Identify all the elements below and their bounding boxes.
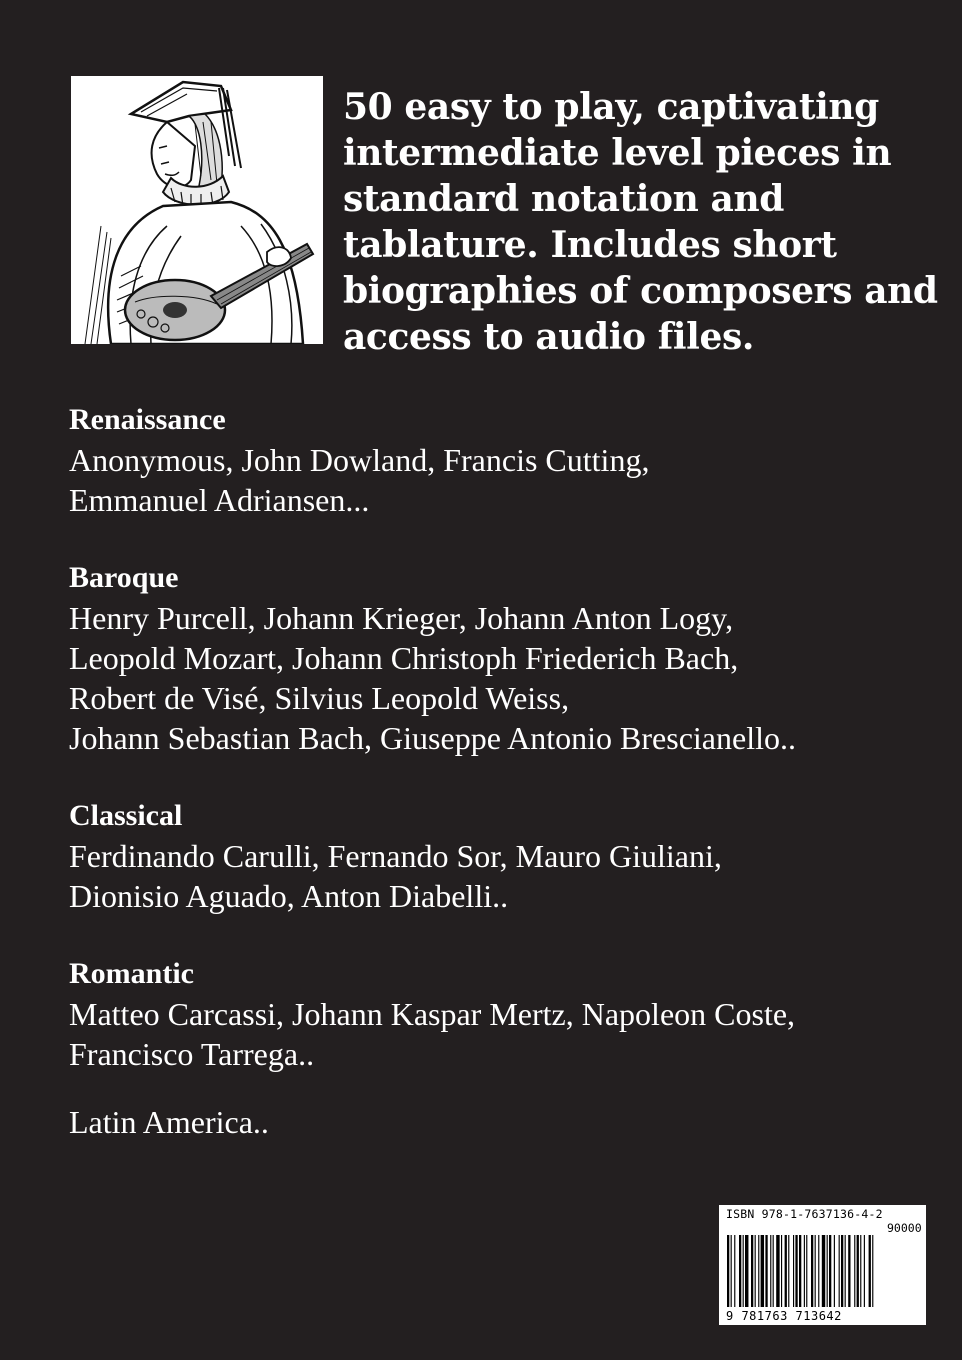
section-romantic <box>69 954 929 1074</box>
barcode-bar <box>806 1235 807 1307</box>
barcode-bar <box>785 1235 787 1307</box>
latin-america-note: Latin America.. <box>69 1104 269 1140</box>
barcode-bar <box>781 1235 782 1307</box>
barcode-bar <box>848 1235 850 1307</box>
barcode-bar <box>841 1235 843 1307</box>
barcode-bar <box>857 1235 859 1307</box>
isbn-label: ISBN 978-1-7637136-4-2 <box>726 1207 883 1221</box>
barcode-bar <box>734 1235 735 1307</box>
section-composers: Anonymous, John Dowland, Francis Cutting, Emmanuel Adriansen... <box>69 442 650 518</box>
price-code: 90000 <box>887 1221 922 1235</box>
barcode-bar <box>829 1235 831 1307</box>
barcode-bar <box>834 1235 835 1307</box>
barcode-bar <box>804 1235 805 1307</box>
barcode-bar <box>811 1235 813 1307</box>
barcode-bar <box>765 1235 767 1307</box>
barcode-bar <box>776 1235 779 1307</box>
barcode-bar <box>731 1235 732 1307</box>
barcode-bar <box>845 1235 846 1307</box>
isbn-barcode <box>719 1205 926 1325</box>
section-baroque <box>69 558 929 758</box>
barcode-bar <box>815 1235 816 1307</box>
barcode-bar <box>864 1235 865 1307</box>
section-title: Classical <box>69 799 183 832</box>
barcode-bar <box>755 1235 756 1307</box>
barcode-bar <box>770 1235 771 1307</box>
section-composers: Henry Purcell, Johann Krieger, Johann Anton Logy, Leopold Mozart, Johann Christoph Friederich Bach, Robert de Visé, Silvius Leopold Weiss, Johann Sebastian Bach, Giuseppe Antonio Brescianello.. <box>69 600 796 756</box>
composer-list <box>69 400 929 1142</box>
barcode-bar <box>788 1235 789 1307</box>
section-composers: Matteo Carcassi, Johann Kaspar Mertz, Napoleon Coste, Francisco Tarrega.. <box>69 996 796 1072</box>
section-classical <box>69 796 929 916</box>
barcode-bar <box>727 1235 729 1307</box>
barcode-bar <box>795 1235 797 1307</box>
lute-player-illustration <box>71 76 323 344</box>
barcode-bar <box>739 1235 741 1307</box>
barcode-bar <box>793 1235 794 1307</box>
barcode-bar <box>758 1235 759 1307</box>
barcode-bar <box>872 1235 873 1307</box>
section-title: Baroque <box>69 561 179 594</box>
section-title: Renaissance <box>69 403 226 436</box>
section-title: Romantic <box>69 957 194 990</box>
renaissance-lute-player-woodcut-icon <box>71 76 323 344</box>
barcode-bar <box>860 1235 861 1307</box>
barcode-bar <box>751 1235 753 1307</box>
section-renaissance <box>69 400 929 520</box>
section-composers: Ferdinando Carulli, Fernando Sor, Mauro Giuliani, Dionisio Aguado, Anton Diabelli.. <box>69 838 722 914</box>
barcode-bar <box>839 1235 840 1307</box>
book-blurb: 50 easy to play, captivating intermediate level pieces in standard notation and tablature. Includes short biographies of composers and access to audio files. <box>343 86 938 358</box>
barcode-bar <box>799 1235 801 1307</box>
barcode-bar <box>827 1235 828 1307</box>
barcode-bar <box>773 1235 774 1307</box>
barcode-bar <box>743 1235 744 1307</box>
barcode-digits: 9 781763 713642 <box>726 1309 842 1323</box>
barcode-bars <box>727 1235 917 1307</box>
barcode-bar <box>822 1235 825 1307</box>
barcode-bar <box>854 1235 855 1307</box>
barcode-bar <box>761 1235 764 1307</box>
barcode-bar <box>818 1235 819 1307</box>
barcode-bar <box>745 1235 748 1307</box>
barcode-bar <box>869 1235 871 1307</box>
